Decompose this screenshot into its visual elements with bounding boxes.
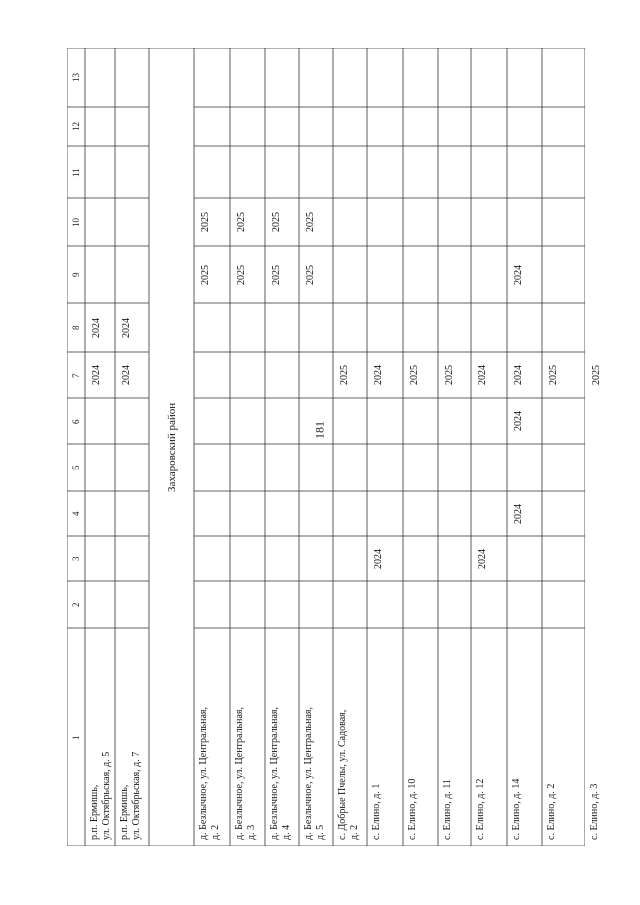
row-name-line: с. Елино, д. 11 [442, 779, 453, 840]
column-header-10: 10 [71, 217, 81, 227]
district-heading: Захаровский район [165, 402, 178, 492]
year-cell: 2024 [477, 365, 488, 385]
row-name-line: д. 2 [210, 824, 221, 840]
year-cell: 2024 [513, 264, 524, 285]
row-name-line: ул. Октябрьская, д. 5 [101, 751, 112, 840]
column-header-11: 11 [71, 167, 81, 177]
year-cell: 2024 [91, 317, 102, 338]
row-name-line: с. Елино, д. 14 [511, 778, 522, 840]
year-cell: 2024 [121, 365, 132, 385]
year-cell: 2025 [305, 264, 316, 285]
year-cell: 2025 [548, 365, 559, 385]
row-name-line: д. 5 [315, 824, 326, 840]
column-header-3: 3 [71, 556, 81, 561]
page-number: 181 [312, 421, 327, 439]
row-name-line: с. Елино, д. 12 [475, 778, 486, 840]
row-name-line: д. 3 [246, 824, 257, 840]
row-name-line: с. Елино, д. 10 [407, 778, 418, 840]
year-cell: 2024 [513, 365, 524, 385]
row-name-line: д. Безлычное, ул. Центральная, [269, 706, 280, 840]
year-cell: 2025 [200, 264, 211, 285]
year-cell: 2024 [373, 548, 384, 569]
year-cell: 2025 [271, 212, 282, 232]
year-cell: 2025 [409, 365, 420, 385]
row-name-line: д. 4 [281, 824, 292, 840]
row-name-line: с. Елино, д. 3 [589, 783, 600, 840]
table-grid [67, 48, 585, 846]
column-header-9: 9 [71, 272, 81, 277]
column-header-8: 8 [71, 325, 81, 330]
row-name-line: ул. Октябрьская, д. 7 [131, 751, 142, 840]
column-header-1: 1 [71, 735, 81, 740]
column-header-13: 13 [71, 73, 81, 82]
year-cell: 2025 [444, 365, 455, 385]
row-name-line: с. Елино, д. 2 [546, 783, 557, 840]
column-header-2: 2 [71, 602, 81, 607]
year-cell: 2025 [271, 264, 282, 285]
year-cell: 2025 [236, 212, 247, 232]
year-cell: 2025 [339, 365, 350, 385]
column-header-7: 7 [71, 373, 81, 378]
row-name-line: с. Елино, д. 1 [371, 783, 382, 840]
row-name-line: д. Безлычное, ул. Центральная, [303, 706, 314, 840]
column-header-12: 12 [71, 122, 81, 131]
year-cell: 2024 [91, 365, 102, 385]
year-cell: 2024 [477, 548, 488, 569]
table [67, 48, 602, 846]
column-header-5: 5 [71, 465, 81, 470]
year-cell: 2024 [513, 411, 524, 431]
row-name-line: д. 2 [349, 824, 360, 840]
row-name-line: д. Безлычное, ул. Центральная, [198, 706, 209, 840]
column-header-4: 4 [71, 511, 81, 516]
column-header-6: 6 [71, 419, 81, 424]
year-cell: 2024 [513, 503, 524, 524]
year-cell: 2025 [591, 365, 602, 385]
year-cell: 2025 [305, 212, 316, 232]
row-name-line: р.п. Ермишь, [119, 784, 130, 840]
year-cell: 2025 [200, 212, 211, 232]
row-name-line: д. Безлычное, ул. Центральная, [234, 706, 245, 840]
row-name-line: с. Добрые Пчелы, ул. Садовая, [337, 709, 348, 840]
year-cell: 2024 [373, 365, 384, 385]
row-name-line: р.п. Ермишь, [89, 784, 100, 840]
year-cell: 2024 [121, 317, 132, 338]
year-cell: 2025 [236, 264, 247, 285]
